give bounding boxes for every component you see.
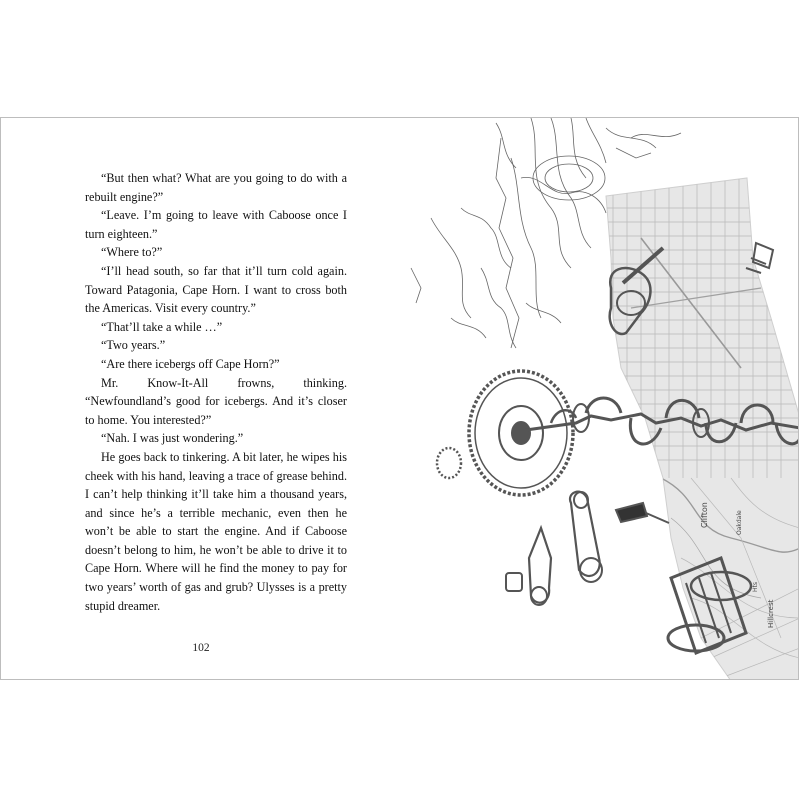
paragraph: “Where to?” [101, 245, 163, 260]
page-number: 102 [192, 642, 210, 654]
paragraph: “Nah. I was just wondering.” [101, 431, 244, 446]
paragraph: “Leave. I’m going to leave with Caboose once I turn eighteen.” [85, 208, 347, 241]
right-page-illustration [401, 118, 799, 680]
paragraph: “That’ll take a while …” [101, 319, 223, 334]
map-label-hillcrest: Hillcrest [767, 599, 775, 628]
paragraph: “Are there icebergs off Cape Horn?” [101, 356, 280, 371]
paragraph: “Two years.” [101, 338, 166, 353]
paragraph: He goes back to tinkering. A bit later, he wipes his cheek with his hand, leaving a trace of grease behind. I can’t help thinking it’ll take him a thousand years, and since he’s a terrible mechanic, even then he won’t be able to start the engine. And if Caboose doesn’t belong to him, he won’t be able to drive it to Cape Horn. Where will he find the money to pay for two years’ worth of gas and grub? Ulysses is a pretty stupid dreamer. [85, 449, 347, 613]
paragraph: “I’ll head south, so far that it’ll turn cold again. Toward Patagonia, Cape Horn. I want to cross both the Americas. Visit every country.” [85, 263, 347, 316]
map-label-clifton: Clifton [700, 502, 709, 528]
paragraph: Mr. Know-It-All frowns, thinking. “Newfoundland’s good for icebergs. And it’s closer to home. You interested?” [85, 375, 347, 427]
map-label-oakdale: Oakdale [736, 510, 743, 535]
map-label-hts: Hts [752, 582, 759, 592]
paragraph: “But then what? What are you going to do with a rebuilt engine?” [85, 171, 347, 204]
text-block [85, 169, 347, 615]
book-spread [0, 117, 799, 680]
left-page [1, 118, 401, 679]
